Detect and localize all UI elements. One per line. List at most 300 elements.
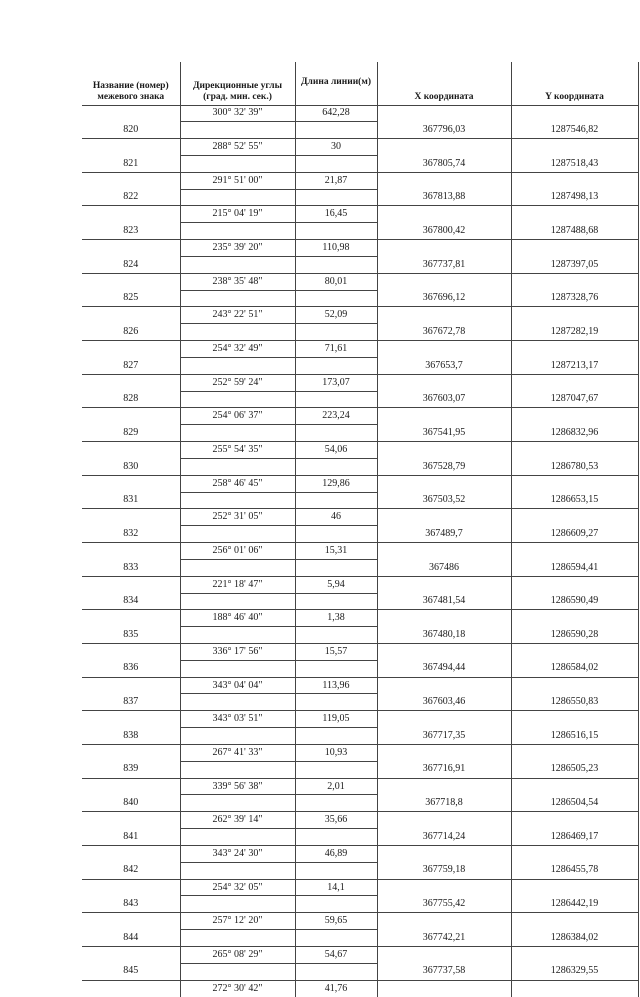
direction-angle-cell: 254° 32' 05" bbox=[180, 879, 295, 896]
table-row bbox=[82, 761, 638, 778]
line-length-empty-cell bbox=[295, 761, 377, 778]
x-coordinate-empty-cell bbox=[377, 610, 511, 627]
line-length-empty-cell bbox=[295, 526, 377, 543]
direction-angle-empty-cell bbox=[180, 627, 295, 644]
y-coordinate-empty-cell bbox=[511, 307, 638, 324]
y-coordinate-empty-cell bbox=[511, 139, 638, 156]
y-coordinate-cell: 1286442,19 bbox=[511, 896, 638, 913]
y-coordinate-cell: 1287213,17 bbox=[511, 357, 638, 374]
table-row bbox=[82, 391, 638, 408]
direction-angle-cell: 343° 24' 30" bbox=[180, 845, 295, 862]
mark-name-empty-cell bbox=[82, 105, 180, 122]
line-length-cell: 59,65 bbox=[295, 913, 377, 930]
x-coordinate-cell: 367805,74 bbox=[377, 155, 511, 172]
table-body bbox=[82, 105, 638, 997]
y-coordinate-empty-cell bbox=[511, 946, 638, 963]
direction-angle-empty-cell bbox=[180, 122, 295, 139]
table-row bbox=[82, 728, 638, 745]
mark-name-empty-cell bbox=[82, 677, 180, 694]
segment-row bbox=[82, 475, 638, 492]
x-coordinate-empty-cell bbox=[377, 677, 511, 694]
mark-name-cell: 835 bbox=[82, 627, 180, 644]
y-coordinate-empty-cell bbox=[511, 543, 638, 560]
line-length-empty-cell bbox=[295, 963, 377, 980]
y-coordinate-cell: 1287328,76 bbox=[511, 290, 638, 307]
mark-name-empty-cell bbox=[82, 341, 180, 358]
x-coordinate-empty-cell bbox=[377, 913, 511, 930]
direction-angle-empty-cell bbox=[180, 862, 295, 879]
y-coordinate-cell: 1287047,67 bbox=[511, 391, 638, 408]
line-length-empty-cell bbox=[295, 694, 377, 711]
direction-angle-cell: 252° 31' 05" bbox=[180, 509, 295, 526]
line-length-cell: 119,05 bbox=[295, 711, 377, 728]
table-header-row bbox=[82, 62, 638, 105]
x-coordinate-cell: 367755,42 bbox=[377, 896, 511, 913]
header-x-coordinate: X координата bbox=[377, 62, 511, 105]
direction-angle-cell: 254° 32' 49" bbox=[180, 341, 295, 358]
direction-angle-cell: 267° 41' 33" bbox=[180, 744, 295, 761]
table-row bbox=[82, 256, 638, 273]
line-length-cell: 15,57 bbox=[295, 644, 377, 661]
table-row bbox=[82, 930, 638, 947]
line-length-empty-cell bbox=[295, 795, 377, 812]
line-length-cell: 10,93 bbox=[295, 744, 377, 761]
x-coordinate-cell: 367717,35 bbox=[377, 728, 511, 745]
y-coordinate-empty-cell bbox=[511, 475, 638, 492]
direction-angle-empty-cell bbox=[180, 290, 295, 307]
segment-row bbox=[82, 711, 638, 728]
direction-angle-cell: 343° 04' 04" bbox=[180, 677, 295, 694]
table-row bbox=[82, 425, 638, 442]
table-row bbox=[82, 627, 638, 644]
line-length-cell: 223,24 bbox=[295, 408, 377, 425]
y-coordinate-empty-cell bbox=[511, 509, 638, 526]
mark-name-empty-cell bbox=[82, 778, 180, 795]
y-coordinate-empty-cell bbox=[511, 913, 638, 930]
direction-angle-cell: 243° 22' 51" bbox=[180, 307, 295, 324]
mark-name-empty-cell bbox=[82, 744, 180, 761]
table-row bbox=[82, 829, 638, 846]
segment-row bbox=[82, 946, 638, 963]
mark-name-empty-cell bbox=[82, 711, 180, 728]
x-coordinate-empty-cell bbox=[377, 644, 511, 661]
line-length-empty-cell bbox=[295, 728, 377, 745]
mark-name-empty-cell bbox=[82, 610, 180, 627]
y-coordinate-cell: 1286550,83 bbox=[511, 694, 638, 711]
mark-name-cell: 837 bbox=[82, 694, 180, 711]
mark-name-cell: 824 bbox=[82, 256, 180, 273]
line-length-cell: 30 bbox=[295, 139, 377, 156]
segment-row bbox=[82, 509, 638, 526]
x-coordinate-empty-cell bbox=[377, 408, 511, 425]
y-coordinate-empty-cell bbox=[511, 374, 638, 391]
direction-angle-cell: 291° 51' 00" bbox=[180, 172, 295, 189]
line-length-empty-cell bbox=[295, 324, 377, 341]
line-length-empty-cell bbox=[295, 458, 377, 475]
direction-angle-empty-cell bbox=[180, 256, 295, 273]
line-length-cell: 16,45 bbox=[295, 206, 377, 223]
line-length-cell: 110,98 bbox=[295, 240, 377, 257]
table-row bbox=[82, 593, 638, 610]
segment-row bbox=[82, 273, 638, 290]
boundary-marks-table bbox=[82, 62, 639, 997]
y-coordinate-cell: 1286384,02 bbox=[511, 930, 638, 947]
x-coordinate-cell: 367718,8 bbox=[377, 795, 511, 812]
line-length-empty-cell bbox=[295, 425, 377, 442]
mark-name-cell: 825 bbox=[82, 290, 180, 307]
table-row bbox=[82, 660, 638, 677]
segment-row bbox=[82, 812, 638, 829]
direction-angle-empty-cell bbox=[180, 492, 295, 509]
x-coordinate-empty-cell bbox=[377, 442, 511, 459]
table-row bbox=[82, 122, 638, 139]
line-length-cell: 80,01 bbox=[295, 273, 377, 290]
y-coordinate-empty-cell bbox=[511, 240, 638, 257]
mark-name-empty-cell bbox=[82, 206, 180, 223]
direction-angle-cell: 235° 39' 20" bbox=[180, 240, 295, 257]
y-coordinate-cell: 1286594,41 bbox=[511, 559, 638, 576]
direction-angle-cell: 272° 30' 42" bbox=[180, 980, 295, 997]
line-length-cell: 54,67 bbox=[295, 946, 377, 963]
x-coordinate-cell: 367494,44 bbox=[377, 660, 511, 677]
y-coordinate-cell: 1287546,82 bbox=[511, 122, 638, 139]
line-length-cell: 21,87 bbox=[295, 172, 377, 189]
mark-name-cell: 833 bbox=[82, 559, 180, 576]
table-row bbox=[82, 155, 638, 172]
direction-angle-cell: 339° 56' 38" bbox=[180, 778, 295, 795]
direction-angle-empty-cell bbox=[180, 559, 295, 576]
line-length-empty-cell bbox=[295, 391, 377, 408]
segment-row bbox=[82, 778, 638, 795]
line-length-cell: 54,06 bbox=[295, 442, 377, 459]
x-coordinate-empty-cell bbox=[377, 778, 511, 795]
table-row bbox=[82, 357, 638, 374]
table-row bbox=[82, 694, 638, 711]
mark-name-cell: 821 bbox=[82, 155, 180, 172]
segment-row bbox=[82, 240, 638, 257]
mark-name-cell: 823 bbox=[82, 223, 180, 240]
table-row bbox=[82, 458, 638, 475]
mark-name-cell: 822 bbox=[82, 189, 180, 206]
x-coordinate-cell: 367541,95 bbox=[377, 425, 511, 442]
line-length-cell: 41,76 bbox=[295, 980, 377, 997]
segment-row bbox=[82, 139, 638, 156]
x-coordinate-empty-cell bbox=[377, 509, 511, 526]
mark-name-cell: 836 bbox=[82, 660, 180, 677]
mark-name-empty-cell bbox=[82, 576, 180, 593]
x-coordinate-cell: 367480,18 bbox=[377, 627, 511, 644]
y-coordinate-cell: 1287518,43 bbox=[511, 155, 638, 172]
header-y-coordinate: Y координата bbox=[511, 62, 638, 105]
direction-angle-empty-cell bbox=[180, 795, 295, 812]
x-coordinate-empty-cell bbox=[377, 980, 511, 997]
direction-angle-cell: 188° 46' 40" bbox=[180, 610, 295, 627]
x-coordinate-empty-cell bbox=[377, 240, 511, 257]
segment-row bbox=[82, 206, 638, 223]
x-coordinate-cell: 367737,81 bbox=[377, 256, 511, 273]
x-coordinate-empty-cell bbox=[377, 946, 511, 963]
mark-name-empty-cell bbox=[82, 139, 180, 156]
y-coordinate-cell: 1287282,19 bbox=[511, 324, 638, 341]
line-length-empty-cell bbox=[295, 155, 377, 172]
mark-name-empty-cell bbox=[82, 509, 180, 526]
mark-name-empty-cell bbox=[82, 273, 180, 290]
mark-name-empty-cell bbox=[82, 172, 180, 189]
x-coordinate-empty-cell bbox=[377, 879, 511, 896]
y-coordinate-cell: 1286329,55 bbox=[511, 963, 638, 980]
y-coordinate-cell: 1286590,49 bbox=[511, 593, 638, 610]
y-coordinate-empty-cell bbox=[511, 273, 638, 290]
direction-angle-cell: 265° 08' 29" bbox=[180, 946, 295, 963]
direction-angle-empty-cell bbox=[180, 728, 295, 745]
segment-row bbox=[82, 172, 638, 189]
mark-name-cell: 839 bbox=[82, 761, 180, 778]
table-row bbox=[82, 189, 638, 206]
y-coordinate-empty-cell bbox=[511, 105, 638, 122]
table-row bbox=[82, 526, 638, 543]
line-length-cell: 173,07 bbox=[295, 374, 377, 391]
line-length-empty-cell bbox=[295, 256, 377, 273]
direction-angle-empty-cell bbox=[180, 694, 295, 711]
mark-name-empty-cell bbox=[82, 374, 180, 391]
mark-name-cell: 840 bbox=[82, 795, 180, 812]
mark-name-cell: 845 bbox=[82, 963, 180, 980]
mark-name-empty-cell bbox=[82, 980, 180, 997]
mark-name-empty-cell bbox=[82, 307, 180, 324]
y-coordinate-empty-cell bbox=[511, 206, 638, 223]
x-coordinate-empty-cell bbox=[377, 206, 511, 223]
y-coordinate-cell: 1286455,78 bbox=[511, 862, 638, 879]
x-coordinate-cell: 367603,07 bbox=[377, 391, 511, 408]
x-coordinate-empty-cell bbox=[377, 576, 511, 593]
segment-row bbox=[82, 644, 638, 661]
direction-angle-cell: 288° 52' 55" bbox=[180, 139, 295, 156]
line-length-empty-cell bbox=[295, 896, 377, 913]
mark-name-cell: 826 bbox=[82, 324, 180, 341]
line-length-empty-cell bbox=[295, 930, 377, 947]
mark-name-cell: 829 bbox=[82, 425, 180, 442]
x-coordinate-cell: 367481,54 bbox=[377, 593, 511, 610]
segment-row bbox=[82, 408, 638, 425]
segment-row bbox=[82, 879, 638, 896]
direction-angle-cell: 254° 06' 37" bbox=[180, 408, 295, 425]
y-coordinate-cell: 1286653,15 bbox=[511, 492, 638, 509]
mark-name-cell: 820 bbox=[82, 122, 180, 139]
y-coordinate-empty-cell bbox=[511, 980, 638, 997]
x-coordinate-cell: 367489,7 bbox=[377, 526, 511, 543]
line-length-cell: 1,38 bbox=[295, 610, 377, 627]
mark-name-cell: 838 bbox=[82, 728, 180, 745]
direction-angle-empty-cell bbox=[180, 930, 295, 947]
mark-name-empty-cell bbox=[82, 812, 180, 829]
x-coordinate-empty-cell bbox=[377, 307, 511, 324]
y-coordinate-cell: 1286609,27 bbox=[511, 526, 638, 543]
y-coordinate-cell: 1286505,23 bbox=[511, 761, 638, 778]
x-coordinate-empty-cell bbox=[377, 543, 511, 560]
direction-angle-empty-cell bbox=[180, 660, 295, 677]
direction-angle-cell: 255° 54' 35" bbox=[180, 442, 295, 459]
table-row bbox=[82, 324, 638, 341]
direction-angle-cell: 262° 39' 14" bbox=[180, 812, 295, 829]
line-length-cell: 14,1 bbox=[295, 879, 377, 896]
segment-row bbox=[82, 442, 638, 459]
direction-angle-cell: 343° 03' 51" bbox=[180, 711, 295, 728]
y-coordinate-empty-cell bbox=[511, 576, 638, 593]
header-mark-name: Название (номер) межевого знака bbox=[82, 62, 180, 105]
x-coordinate-cell: 367796,03 bbox=[377, 122, 511, 139]
segment-row bbox=[82, 307, 638, 324]
x-coordinate-cell: 367603,46 bbox=[377, 694, 511, 711]
segment-row bbox=[82, 341, 638, 358]
line-length-empty-cell bbox=[295, 627, 377, 644]
table-row bbox=[82, 223, 638, 240]
x-coordinate-cell: 367486 bbox=[377, 559, 511, 576]
y-coordinate-cell: 1286584,02 bbox=[511, 660, 638, 677]
line-length-cell: 35,66 bbox=[295, 812, 377, 829]
x-coordinate-empty-cell bbox=[377, 139, 511, 156]
mark-name-cell: 827 bbox=[82, 357, 180, 374]
y-coordinate-empty-cell bbox=[511, 711, 638, 728]
y-coordinate-empty-cell bbox=[511, 408, 638, 425]
y-coordinate-cell: 1286832,96 bbox=[511, 425, 638, 442]
line-length-empty-cell bbox=[295, 660, 377, 677]
x-coordinate-cell: 367800,42 bbox=[377, 223, 511, 240]
y-coordinate-empty-cell bbox=[511, 677, 638, 694]
mark-name-empty-cell bbox=[82, 442, 180, 459]
line-length-empty-cell bbox=[295, 559, 377, 576]
x-coordinate-empty-cell bbox=[377, 374, 511, 391]
y-coordinate-empty-cell bbox=[511, 879, 638, 896]
y-coordinate-empty-cell bbox=[511, 644, 638, 661]
table-row bbox=[82, 896, 638, 913]
table-row bbox=[82, 492, 638, 509]
mark-name-cell: 831 bbox=[82, 492, 180, 509]
y-coordinate-cell: 1287498,13 bbox=[511, 189, 638, 206]
direction-angle-empty-cell bbox=[180, 963, 295, 980]
direction-angle-cell: 238° 35' 48" bbox=[180, 273, 295, 290]
direction-angle-empty-cell bbox=[180, 357, 295, 374]
line-length-cell: 642,28 bbox=[295, 105, 377, 122]
line-length-cell: 15,31 bbox=[295, 543, 377, 560]
y-coordinate-cell: 1287397,05 bbox=[511, 256, 638, 273]
x-coordinate-cell: 367716,91 bbox=[377, 761, 511, 778]
line-length-cell: 46 bbox=[295, 509, 377, 526]
x-coordinate-cell: 367672,78 bbox=[377, 324, 511, 341]
x-coordinate-cell: 367528,79 bbox=[377, 458, 511, 475]
mark-name-empty-cell bbox=[82, 543, 180, 560]
direction-angle-empty-cell bbox=[180, 391, 295, 408]
segment-row bbox=[82, 980, 638, 997]
segment-row bbox=[82, 677, 638, 694]
y-coordinate-cell: 1286504,54 bbox=[511, 795, 638, 812]
line-length-cell: 52,09 bbox=[295, 307, 377, 324]
x-coordinate-cell: 367737,58 bbox=[377, 963, 511, 980]
line-length-empty-cell bbox=[295, 122, 377, 139]
line-length-empty-cell bbox=[295, 862, 377, 879]
segment-row bbox=[82, 543, 638, 560]
direction-angle-empty-cell bbox=[180, 829, 295, 846]
direction-angle-cell: 300° 32' 39" bbox=[180, 105, 295, 122]
direction-angle-cell: 336° 17' 56" bbox=[180, 644, 295, 661]
line-length-empty-cell bbox=[295, 593, 377, 610]
mark-name-cell: 832 bbox=[82, 526, 180, 543]
direction-angle-empty-cell bbox=[180, 458, 295, 475]
line-length-cell: 2,01 bbox=[295, 778, 377, 795]
table-row bbox=[82, 290, 638, 307]
mark-name-cell: 828 bbox=[82, 391, 180, 408]
header-line-length: Длина линии(м) bbox=[295, 62, 377, 105]
header-direction-angle: Дирекционные углы (град. мин. сек.) bbox=[180, 62, 295, 105]
mark-name-cell: 843 bbox=[82, 896, 180, 913]
line-length-empty-cell bbox=[295, 829, 377, 846]
x-coordinate-cell: 367653,7 bbox=[377, 357, 511, 374]
y-coordinate-cell: 1286516,15 bbox=[511, 728, 638, 745]
mark-name-empty-cell bbox=[82, 240, 180, 257]
x-coordinate-empty-cell bbox=[377, 475, 511, 492]
direction-angle-empty-cell bbox=[180, 526, 295, 543]
x-coordinate-cell: 367714,24 bbox=[377, 829, 511, 846]
x-coordinate-empty-cell bbox=[377, 711, 511, 728]
x-coordinate-empty-cell bbox=[377, 105, 511, 122]
line-length-cell: 71,61 bbox=[295, 341, 377, 358]
y-coordinate-empty-cell bbox=[511, 744, 638, 761]
x-coordinate-cell: 367759,18 bbox=[377, 862, 511, 879]
direction-angle-empty-cell bbox=[180, 155, 295, 172]
mark-name-cell: 834 bbox=[82, 593, 180, 610]
mark-name-empty-cell bbox=[82, 475, 180, 492]
mark-name-cell: 842 bbox=[82, 862, 180, 879]
segment-row bbox=[82, 913, 638, 930]
table-row bbox=[82, 559, 638, 576]
line-length-cell: 129,86 bbox=[295, 475, 377, 492]
mark-name-empty-cell bbox=[82, 913, 180, 930]
x-coordinate-empty-cell bbox=[377, 172, 511, 189]
segment-row bbox=[82, 845, 638, 862]
direction-angle-empty-cell bbox=[180, 324, 295, 341]
segment-row bbox=[82, 105, 638, 122]
direction-angle-cell: 256° 01' 06" bbox=[180, 543, 295, 560]
y-coordinate-empty-cell bbox=[511, 845, 638, 862]
line-length-empty-cell bbox=[295, 189, 377, 206]
x-coordinate-empty-cell bbox=[377, 812, 511, 829]
y-coordinate-cell: 1287488,68 bbox=[511, 223, 638, 240]
segment-row bbox=[82, 744, 638, 761]
mark-name-cell: 844 bbox=[82, 930, 180, 947]
mark-name-empty-cell bbox=[82, 644, 180, 661]
table-row bbox=[82, 795, 638, 812]
line-length-cell: 46,89 bbox=[295, 845, 377, 862]
x-coordinate-empty-cell bbox=[377, 341, 511, 358]
x-coordinate-empty-cell bbox=[377, 273, 511, 290]
x-coordinate-cell: 367503,52 bbox=[377, 492, 511, 509]
y-coordinate-empty-cell bbox=[511, 610, 638, 627]
direction-angle-empty-cell bbox=[180, 189, 295, 206]
mark-name-empty-cell bbox=[82, 845, 180, 862]
table-row bbox=[82, 862, 638, 879]
line-length-empty-cell bbox=[295, 357, 377, 374]
line-length-cell: 113,96 bbox=[295, 677, 377, 694]
mark-name-cell: 841 bbox=[82, 829, 180, 846]
mark-name-empty-cell bbox=[82, 408, 180, 425]
line-length-cell: 5,94 bbox=[295, 576, 377, 593]
segment-row bbox=[82, 576, 638, 593]
x-coordinate-cell: 367742,21 bbox=[377, 930, 511, 947]
direction-angle-cell: 215° 04' 19" bbox=[180, 206, 295, 223]
line-length-empty-cell bbox=[295, 492, 377, 509]
x-coordinate-empty-cell bbox=[377, 744, 511, 761]
x-coordinate-cell: 367813,88 bbox=[377, 189, 511, 206]
y-coordinate-cell: 1286469,17 bbox=[511, 829, 638, 846]
